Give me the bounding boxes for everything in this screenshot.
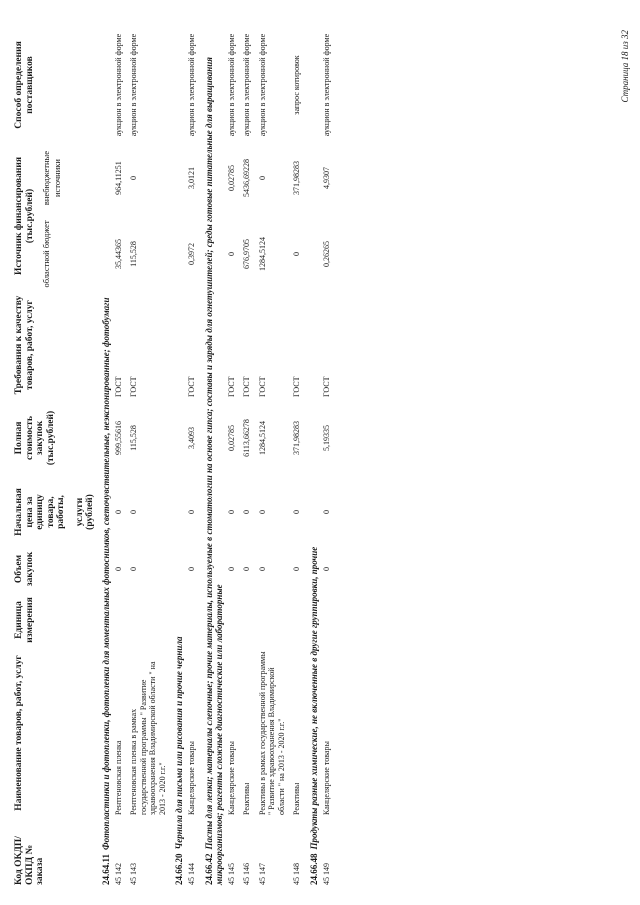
cell-initial-price: 0 bbox=[257, 510, 267, 514]
cell-item-name: Рентгеновская пленка в рамках государственной программы " Развитие здравоохранения Владимирской области " на 2013 - 2020 г.г." bbox=[129, 661, 167, 815]
cell-order-number: 45 142 bbox=[113, 863, 123, 885]
cell-volume: 0 bbox=[187, 567, 196, 571]
group-code: 24.64.11 bbox=[100, 853, 111, 885]
cell-source-extra: 4,9307 bbox=[321, 167, 331, 190]
cell-order-number: 45 143 bbox=[129, 863, 138, 885]
cell-method: аукцион в электронной форме bbox=[187, 33, 196, 137]
cell-volume: 0 bbox=[129, 567, 138, 571]
table-body bbox=[98, 29, 336, 887]
header-name: Наименование товаров, работ, услуг bbox=[14, 655, 24, 811]
group-row bbox=[306, 29, 320, 887]
cell-order-number: 45 146 bbox=[242, 863, 251, 885]
table-row bbox=[225, 29, 241, 887]
cell-order-number: 45 147 bbox=[257, 863, 267, 885]
cell-requirements: ГОСТ bbox=[242, 376, 251, 397]
group-row bbox=[201, 29, 225, 887]
cell-source-regional: 0 bbox=[292, 251, 301, 256]
cell-source-extra: 0 bbox=[257, 176, 267, 181]
cell-total: 371,98283 bbox=[292, 421, 301, 455]
group-code: 24.66.42 bbox=[203, 853, 214, 885]
cell-source-extra: 3,0121 bbox=[187, 167, 196, 190]
header-unit: Единица измерения bbox=[14, 597, 35, 643]
cell-method: аукцион в электронной форме bbox=[113, 33, 123, 137]
document-page bbox=[14, 29, 335, 887]
cell-volume: 0 bbox=[242, 567, 251, 571]
cell-source-extra: 5436,69228 bbox=[242, 159, 251, 198]
cell-volume: 0 bbox=[257, 567, 267, 571]
header-source bbox=[14, 141, 98, 291]
cell-unit bbox=[256, 591, 291, 649]
cell-source-regional: 35,44365 bbox=[113, 238, 123, 269]
cell-item-name: Канцелярские товары bbox=[187, 741, 196, 815]
table-row bbox=[240, 29, 256, 887]
cell-total: 0,02785 bbox=[226, 425, 236, 451]
cell-initial-price: 0 bbox=[129, 510, 138, 514]
cell-method: аукцион в электронной форме bbox=[242, 33, 251, 137]
cell-total: 5,19335 bbox=[321, 425, 331, 451]
cell-order-number: 45 148 bbox=[292, 863, 301, 885]
cell-source bbox=[320, 141, 336, 291]
group-title: Продукты разные химические, не включенные в другие группировки, прочие bbox=[308, 546, 319, 850]
cell-volume: 0 bbox=[321, 567, 331, 571]
cell-source bbox=[127, 141, 171, 291]
cell-source bbox=[225, 141, 241, 291]
table-row bbox=[320, 29, 336, 887]
cell-unit bbox=[240, 591, 256, 649]
cell-source-extra: 0 bbox=[129, 176, 138, 181]
cell-source-regional: 1284,5124 bbox=[257, 236, 267, 271]
cell-source-regional: 0,26265 bbox=[321, 240, 331, 267]
cell-volume: 0 bbox=[226, 567, 236, 571]
cell-total: 1284,5124 bbox=[257, 421, 267, 455]
group-title: Чернила для письма или рисования и прочие чернила bbox=[174, 636, 184, 850]
cell-requirements: ГОСТ bbox=[187, 376, 196, 397]
cell-unit bbox=[127, 591, 171, 649]
cell-item-name: Рентгеновская пленка bbox=[113, 740, 123, 815]
cell-source-extra: 371,98283 bbox=[292, 161, 301, 196]
cell-total: 6113,66278 bbox=[242, 419, 251, 457]
cell-unit bbox=[185, 591, 201, 649]
table-row bbox=[290, 29, 306, 887]
table-row bbox=[127, 29, 171, 887]
cell-method: аукцион в электронной форме bbox=[257, 33, 267, 137]
cell-requirements: ГОСТ bbox=[226, 376, 236, 397]
group-cell bbox=[306, 29, 320, 887]
table-row bbox=[256, 29, 291, 887]
cell-initial-price: 0 bbox=[226, 510, 236, 514]
cell-source-regional: 676,9705 bbox=[242, 238, 251, 269]
cell-item-name: Реактивы в рамках государственной программы " Развитие здравоохранения Владимирской области " на 2013 - 2020 г.г." bbox=[257, 651, 286, 815]
cell-unit bbox=[225, 591, 241, 649]
cell-source bbox=[112, 141, 128, 291]
cell-source-regional: 0 bbox=[226, 251, 236, 256]
cell-item-name: Канцелярские товары bbox=[321, 741, 331, 815]
group-cell bbox=[171, 29, 185, 887]
cell-initial-price: 0 bbox=[321, 510, 331, 514]
cell-unit bbox=[112, 591, 128, 649]
cell-method: аукцион в электронной форме bbox=[321, 33, 331, 137]
cell-total: 115,528 bbox=[129, 425, 138, 451]
group-row bbox=[171, 29, 185, 887]
cell-source bbox=[185, 141, 201, 291]
table-header bbox=[14, 29, 98, 887]
group-title: Пасты для лепки; материалы слепочные; прочие материалы, используемые в стоматологии на основе гипса; составы и заряды для огнетушителей; среды готовые питательные для выращивания микроорганизмов; реагенты сложные диагностические или лабораторные bbox=[203, 57, 224, 885]
cell-total: 3,4093 bbox=[187, 427, 196, 449]
cell-requirements: ГОСТ bbox=[129, 376, 138, 397]
procurement-table bbox=[14, 29, 335, 887]
table-row bbox=[112, 29, 128, 887]
cell-source bbox=[240, 141, 256, 291]
cell-source-regional: 0,3972 bbox=[187, 242, 196, 265]
cell-item-name: Канцелярские товары bbox=[226, 741, 236, 815]
cell-unit bbox=[290, 591, 306, 649]
cell-total: 999,55616 bbox=[113, 421, 123, 455]
cell-initial-price: 0 bbox=[187, 510, 196, 514]
header-source-extra: внебюджетные источники bbox=[41, 150, 62, 206]
cell-method: аукцион в электронной форме bbox=[129, 33, 138, 137]
header-source-regional: областной бюджет bbox=[41, 220, 51, 288]
header-initial-price bbox=[14, 477, 98, 547]
group-code: 24.66.20 bbox=[174, 853, 184, 885]
cell-order-number: 45 144 bbox=[187, 863, 196, 885]
cell-source-extra: 0,02785 bbox=[226, 165, 236, 192]
header-source-main: Источник финансирования (тыс.рублей) bbox=[14, 157, 35, 276]
header-method: Способ определения поставщиков bbox=[14, 41, 35, 129]
group-title: Фотопластинки и фотопленки, фотопленки для моментальных фотоснимков, светочувствительные, неэкспонированные; фотобумаги bbox=[100, 297, 111, 850]
cell-requirements: ГОСТ bbox=[321, 376, 331, 397]
cell-order-number: 45 149 bbox=[321, 863, 331, 885]
cell-item-name: Реактивы bbox=[242, 782, 251, 815]
header-initial-price-unit: услуги (рублей) bbox=[74, 494, 95, 530]
group-code: 24.66.48 bbox=[308, 853, 319, 885]
cell-source-regional: 115,528 bbox=[129, 241, 138, 267]
group-row bbox=[98, 29, 112, 887]
group-cell bbox=[98, 29, 112, 887]
header-code: Код ОКДП/ ОКПД № заказа bbox=[14, 836, 45, 885]
cell-order-number: 45 145 bbox=[226, 863, 236, 885]
cell-source bbox=[290, 141, 306, 291]
cell-requirements: ГОСТ bbox=[292, 376, 301, 397]
cell-requirements: ГОСТ bbox=[113, 376, 123, 397]
header-initial-price-main: Начальная цена за единицу товара, работы, bbox=[14, 488, 66, 536]
cell-volume: 0 bbox=[292, 567, 301, 571]
cell-item-name: Реактивы bbox=[292, 782, 301, 815]
cell-initial-price: 0 bbox=[242, 510, 251, 514]
cell-method: аукцион в электронной форме bbox=[226, 33, 236, 137]
cell-initial-price: 0 bbox=[292, 510, 301, 514]
cell-initial-price: 0 bbox=[113, 510, 123, 514]
header-requirements: Требования к качеству товаров, работ, услуг bbox=[14, 295, 35, 395]
header-volume: Объем закупок bbox=[14, 551, 35, 587]
cell-source-extra: 964,11251 bbox=[113, 161, 123, 195]
cell-volume: 0 bbox=[113, 567, 123, 571]
page-number: Страница 18 из 32 bbox=[620, 30, 630, 103]
cell-method: запрос котировок bbox=[292, 55, 301, 115]
cell-unit bbox=[320, 591, 336, 649]
cell-requirements: ГОСТ bbox=[257, 376, 267, 397]
table-row bbox=[185, 29, 201, 887]
cell-source bbox=[256, 141, 291, 291]
group-cell bbox=[201, 29, 225, 887]
header-total: Полная стоимость закупок (тыс.рублей) bbox=[14, 410, 56, 466]
